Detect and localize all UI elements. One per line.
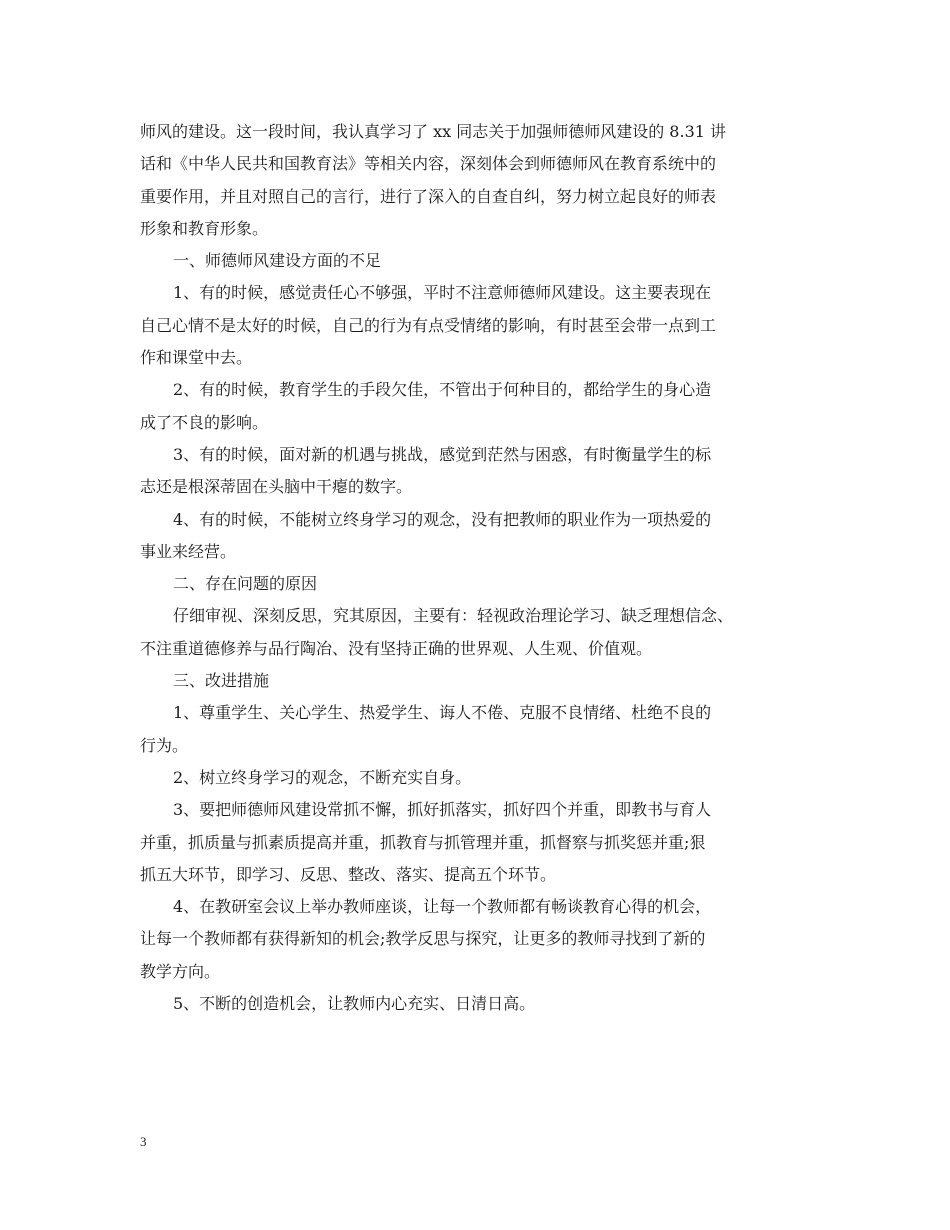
text-line: 自己心情不是太好的时候，自己的行为有点受情绪的影响，有时甚至会带一点到工: [140, 315, 717, 335]
text-line: 抓五大环节，即学习、反思、整改、落实、提高五个环节。: [140, 864, 557, 884]
text-line: 4、在教研室会议上举办教师座谈，让每一个教师都有畅谈教育心得的机会，: [173, 897, 712, 917]
text-line: 3、有的时候，面对新的机遇与挑战，感觉到茫然与困惑，有时衡量学生的标: [173, 444, 712, 464]
text-line: 4、有的时候，不能树立终身学习的观念，没有把教师的职业作为一项热爱的: [173, 509, 712, 529]
text-line: 事业来经营。: [140, 541, 237, 561]
section-heading: 二、存在问题的原因: [173, 574, 318, 594]
section-heading: 一、师德师风建设方面的不足: [173, 251, 382, 271]
text-line: 让每一个教师都有获得新知的机会;教学反思与探究，让更多的教师寻找到了新的: [140, 929, 706, 949]
text-line: 并重，抓质量与抓素质提高并重，抓教育与抓管理并重，抓督察与抓奖惩并重;狠: [140, 832, 706, 852]
document-body: [140, 116, 812, 1020]
text-line: 教学方向。: [140, 961, 221, 981]
text-line: 2、树立终身学习的观念，不断充实自身。: [173, 767, 472, 787]
text-line: 成了不良的影响。: [140, 412, 269, 432]
text-line: 1、尊重学生、关心学生、热爱学生、诲人不倦、克服不良情绪、杜绝不良的: [173, 703, 712, 723]
text-line: 话和《中华人民共和国教育法》等相关内容，深刻体会到师德师风在教育系统中的: [140, 154, 717, 174]
text-line: 志还是根深蒂固在头脑中干瘪的数字。: [140, 477, 413, 497]
text-line: 仔细审视、深刻反思，究其原因，主要有：轻视政治理论学习、缺乏理想信念、: [173, 606, 734, 626]
text-line: 2、有的时候，教育学生的手段欠佳，不管出于何种目的，都给学生的身心造: [173, 380, 712, 400]
text-line: 3、要把师德师风建设常抓不懈，抓好抓落实，抓好四个并重，即教书与育人: [173, 800, 712, 820]
text-line: 形象和教育形象。: [140, 218, 269, 238]
text-line: 师风的建设。这一段时间，我认真学习了 xx 同志关于加强师德师风建设的 8.31 讲: [140, 122, 727, 141]
text-line: 重要作用，并且对照自己的言行，进行了深入的自查自纠，努力树立起良好的师表: [140, 186, 717, 206]
page-number: 3: [140, 1134, 147, 1149]
text-line: 不注重道德修养与品行陶冶、没有坚持正确的世界观、人生观、价值观。: [140, 638, 653, 658]
text-line: 5、不断的创造机会，让教师内心充实、日清日高。: [173, 994, 536, 1014]
text-line: 1、有的时候，感觉责任心不够强，平时不注意师德师风建设。这主要表现在: [173, 283, 712, 303]
text-line: 作和课堂中去。: [140, 348, 253, 368]
section-heading: 三、改进措施: [173, 671, 270, 691]
text-line: 行为。: [140, 735, 189, 755]
